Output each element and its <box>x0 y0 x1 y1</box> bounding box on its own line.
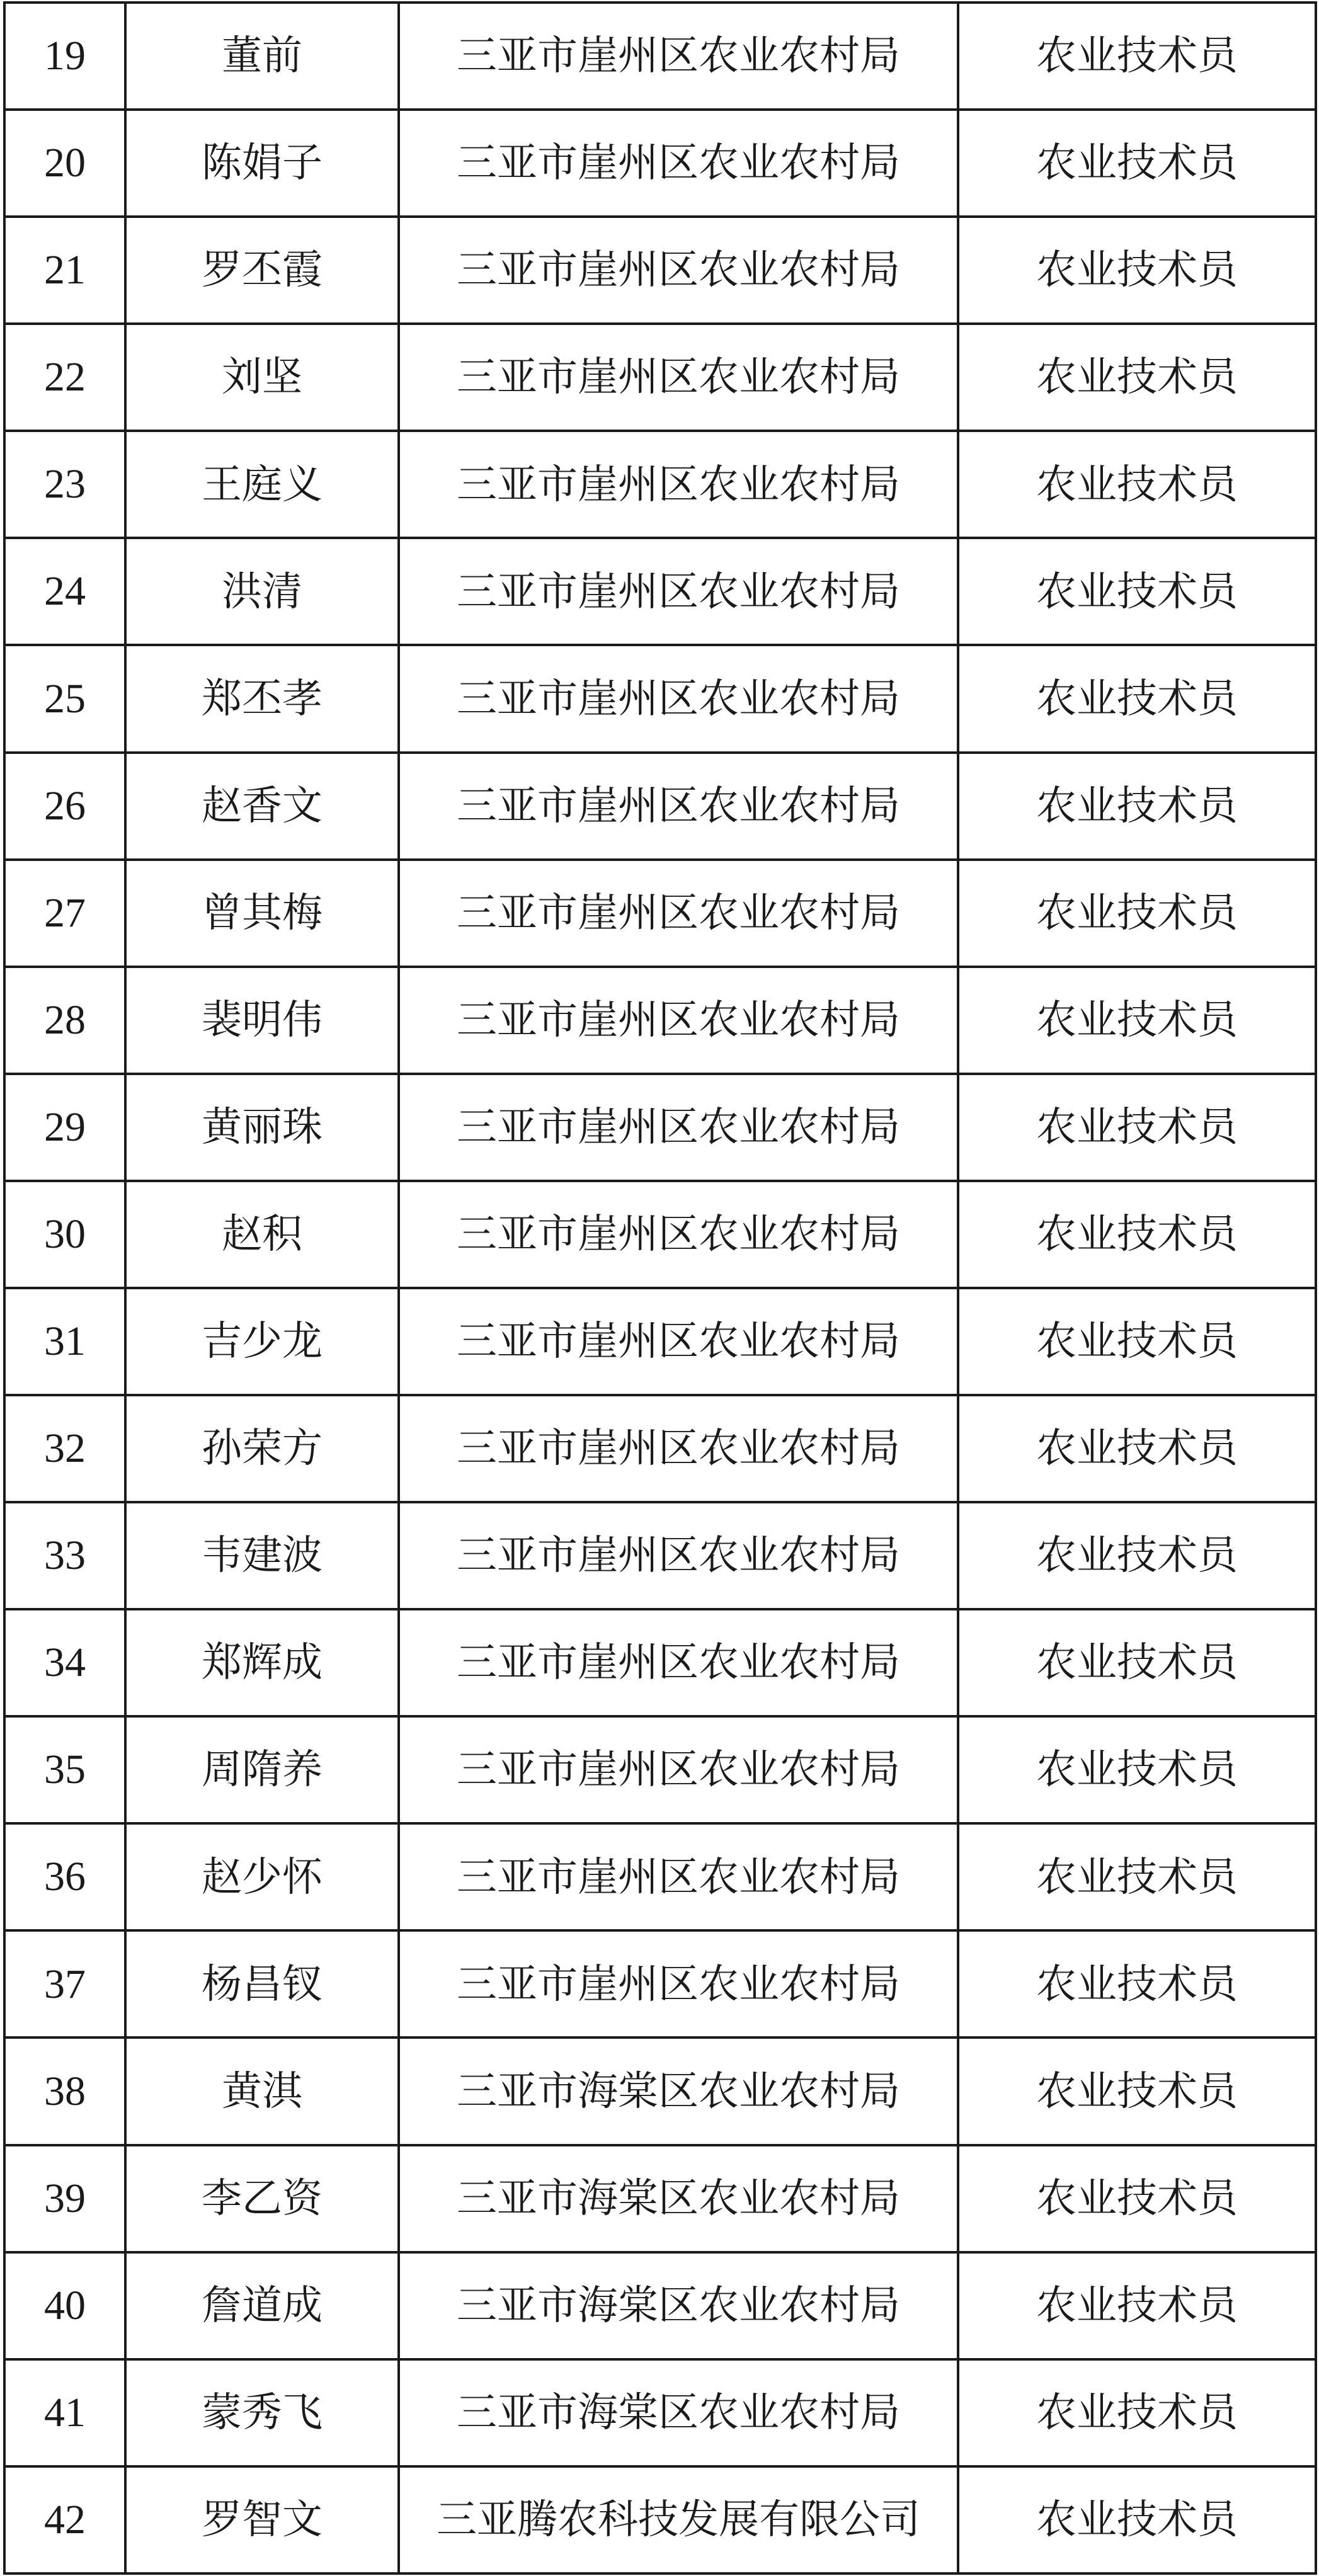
cell-job-title: 农业技术员 <box>958 324 1316 431</box>
cell-job-title: 农业技术员 <box>958 2252 1316 2359</box>
cell-index: 40 <box>4 2252 125 2359</box>
cell-index: 20 <box>4 110 125 217</box>
table-row <box>4 967 1316 1074</box>
cell-name: 黄淇 <box>125 2037 399 2145</box>
cell-job-title: 农业技术员 <box>958 538 1316 645</box>
cell-job-title: 农业技术员 <box>958 2359 1316 2466</box>
cell-job-title: 农业技术员 <box>958 3 1316 110</box>
roster-table-body <box>4 3 1316 2573</box>
cell-organization: 三亚市崖州区农业农村局 <box>399 860 958 967</box>
cell-organization: 三亚市崖州区农业农村局 <box>399 1288 958 1395</box>
cell-index: 26 <box>4 753 125 860</box>
cell-name: 曾其梅 <box>125 860 399 967</box>
cell-index: 27 <box>4 860 125 967</box>
cell-organization: 三亚市崖州区农业农村局 <box>399 1395 958 1502</box>
cell-index: 24 <box>4 538 125 645</box>
cell-job-title: 农业技术员 <box>958 1609 1316 1716</box>
table-row <box>4 753 1316 860</box>
cell-name: 吉少龙 <box>125 1288 399 1395</box>
cell-job-title: 农业技术员 <box>958 860 1316 967</box>
cell-index: 25 <box>4 645 125 752</box>
table-row <box>4 538 1316 645</box>
cell-organization: 三亚市崖州区农业农村局 <box>399 1609 958 1716</box>
cell-index: 38 <box>4 2037 125 2145</box>
cell-organization: 三亚市崖州区农业农村局 <box>399 1502 958 1609</box>
cell-organization: 三亚市崖州区农业农村局 <box>399 110 958 217</box>
cell-organization: 三亚市崖州区农业农村局 <box>399 538 958 645</box>
table-row <box>4 2037 1316 2145</box>
cell-name: 郑丕孝 <box>125 645 399 752</box>
cell-name: 李乙资 <box>125 2145 399 2252</box>
cell-job-title: 农业技术员 <box>958 1502 1316 1609</box>
cell-index: 35 <box>4 1716 125 1823</box>
cell-job-title: 农业技术员 <box>958 753 1316 860</box>
cell-name: 赵香文 <box>125 753 399 860</box>
cell-organization: 三亚市崖州区农业农村局 <box>399 1930 958 2037</box>
cell-organization: 三亚市崖州区农业农村局 <box>399 1716 958 1823</box>
cell-job-title: 农业技术员 <box>958 1716 1316 1823</box>
table-row <box>4 2145 1316 2252</box>
table-row <box>4 110 1316 217</box>
cell-index: 39 <box>4 2145 125 2252</box>
cell-name: 裴明伟 <box>125 967 399 1074</box>
table-row <box>4 1395 1316 1502</box>
table-row <box>4 1716 1316 1823</box>
roster-table <box>3 1 1317 2575</box>
cell-index: 28 <box>4 967 125 1074</box>
cell-index: 37 <box>4 1930 125 2037</box>
cell-job-title: 农业技术员 <box>958 967 1316 1074</box>
cell-organization: 三亚市崖州区农业农村局 <box>399 324 958 431</box>
table-row <box>4 1288 1316 1395</box>
cell-name: 周隋养 <box>125 1716 399 1823</box>
cell-name: 刘坚 <box>125 324 399 431</box>
cell-index: 21 <box>4 217 125 324</box>
cell-index: 41 <box>4 2359 125 2466</box>
table-row <box>4 2466 1316 2573</box>
cell-job-title: 农业技术员 <box>958 2145 1316 2252</box>
cell-index: 19 <box>4 3 125 110</box>
cell-name: 陈娟子 <box>125 110 399 217</box>
table-row <box>4 645 1316 752</box>
cell-index: 31 <box>4 1288 125 1395</box>
cell-name: 詹道成 <box>125 2252 399 2359</box>
cell-organization: 三亚市崖州区农业农村局 <box>399 645 958 752</box>
cell-name: 罗智文 <box>125 2466 399 2573</box>
table-row <box>4 1502 1316 1609</box>
cell-job-title: 农业技术员 <box>958 1181 1316 1288</box>
cell-organization: 三亚市海棠区农业农村局 <box>399 2252 958 2359</box>
table-row <box>4 3 1316 110</box>
cell-job-title: 农业技术员 <box>958 110 1316 217</box>
cell-index: 42 <box>4 2466 125 2573</box>
cell-job-title: 农业技术员 <box>958 1288 1316 1395</box>
table-row <box>4 217 1316 324</box>
cell-name: 赵积 <box>125 1181 399 1288</box>
cell-name: 董前 <box>125 3 399 110</box>
cell-name: 赵少怀 <box>125 1823 399 1930</box>
cell-index: 36 <box>4 1823 125 1930</box>
table-row <box>4 1930 1316 2037</box>
table-row <box>4 1181 1316 1288</box>
cell-job-title: 农业技术员 <box>958 217 1316 324</box>
cell-job-title: 农业技术员 <box>958 2037 1316 2145</box>
table-row <box>4 860 1316 967</box>
cell-name: 孙荣方 <box>125 1395 399 1502</box>
cell-job-title: 农业技术员 <box>958 431 1316 538</box>
table-row <box>4 1823 1316 1930</box>
cell-index: 29 <box>4 1074 125 1181</box>
cell-organization: 三亚腾农科技发展有限公司 <box>399 2466 958 2573</box>
cell-index: 30 <box>4 1181 125 1288</box>
cell-index: 33 <box>4 1502 125 1609</box>
cell-job-title: 农业技术员 <box>958 1074 1316 1181</box>
cell-organization: 三亚市海棠区农业农村局 <box>399 2359 958 2466</box>
cell-job-title: 农业技术员 <box>958 645 1316 752</box>
cell-organization: 三亚市崖州区农业农村局 <box>399 1823 958 1930</box>
cell-organization: 三亚市崖州区农业农村局 <box>399 967 958 1074</box>
table-row <box>4 2252 1316 2359</box>
cell-job-title: 农业技术员 <box>958 1930 1316 2037</box>
table-row <box>4 431 1316 538</box>
cell-organization: 三亚市崖州区农业农村局 <box>399 1181 958 1288</box>
cell-name: 郑辉成 <box>125 1609 399 1716</box>
cell-job-title: 农业技术员 <box>958 2466 1316 2573</box>
cell-organization: 三亚市崖州区农业农村局 <box>399 3 958 110</box>
cell-name: 杨昌钗 <box>125 1930 399 2037</box>
cell-index: 22 <box>4 324 125 431</box>
cell-name: 蒙秀飞 <box>125 2359 399 2466</box>
cell-name: 韦建波 <box>125 1502 399 1609</box>
cell-name: 王庭义 <box>125 431 399 538</box>
cell-name: 洪清 <box>125 538 399 645</box>
cell-name: 罗丕霞 <box>125 217 399 324</box>
cell-organization: 三亚市崖州区农业农村局 <box>399 1074 958 1181</box>
cell-index: 32 <box>4 1395 125 1502</box>
table-row <box>4 2359 1316 2466</box>
cell-organization: 三亚市崖州区农业农村局 <box>399 217 958 324</box>
cell-organization: 三亚市海棠区农业农村局 <box>399 2145 958 2252</box>
table-row <box>4 1609 1316 1716</box>
cell-organization: 三亚市海棠区农业农村局 <box>399 2037 958 2145</box>
cell-job-title: 农业技术员 <box>958 1395 1316 1502</box>
table-row <box>4 324 1316 431</box>
table-row <box>4 1074 1316 1181</box>
cell-organization: 三亚市崖州区农业农村局 <box>399 753 958 860</box>
cell-job-title: 农业技术员 <box>958 1823 1316 1930</box>
cell-organization: 三亚市崖州区农业农村局 <box>399 431 958 538</box>
cell-index: 34 <box>4 1609 125 1716</box>
cell-name: 黄丽珠 <box>125 1074 399 1181</box>
cell-index: 23 <box>4 431 125 538</box>
